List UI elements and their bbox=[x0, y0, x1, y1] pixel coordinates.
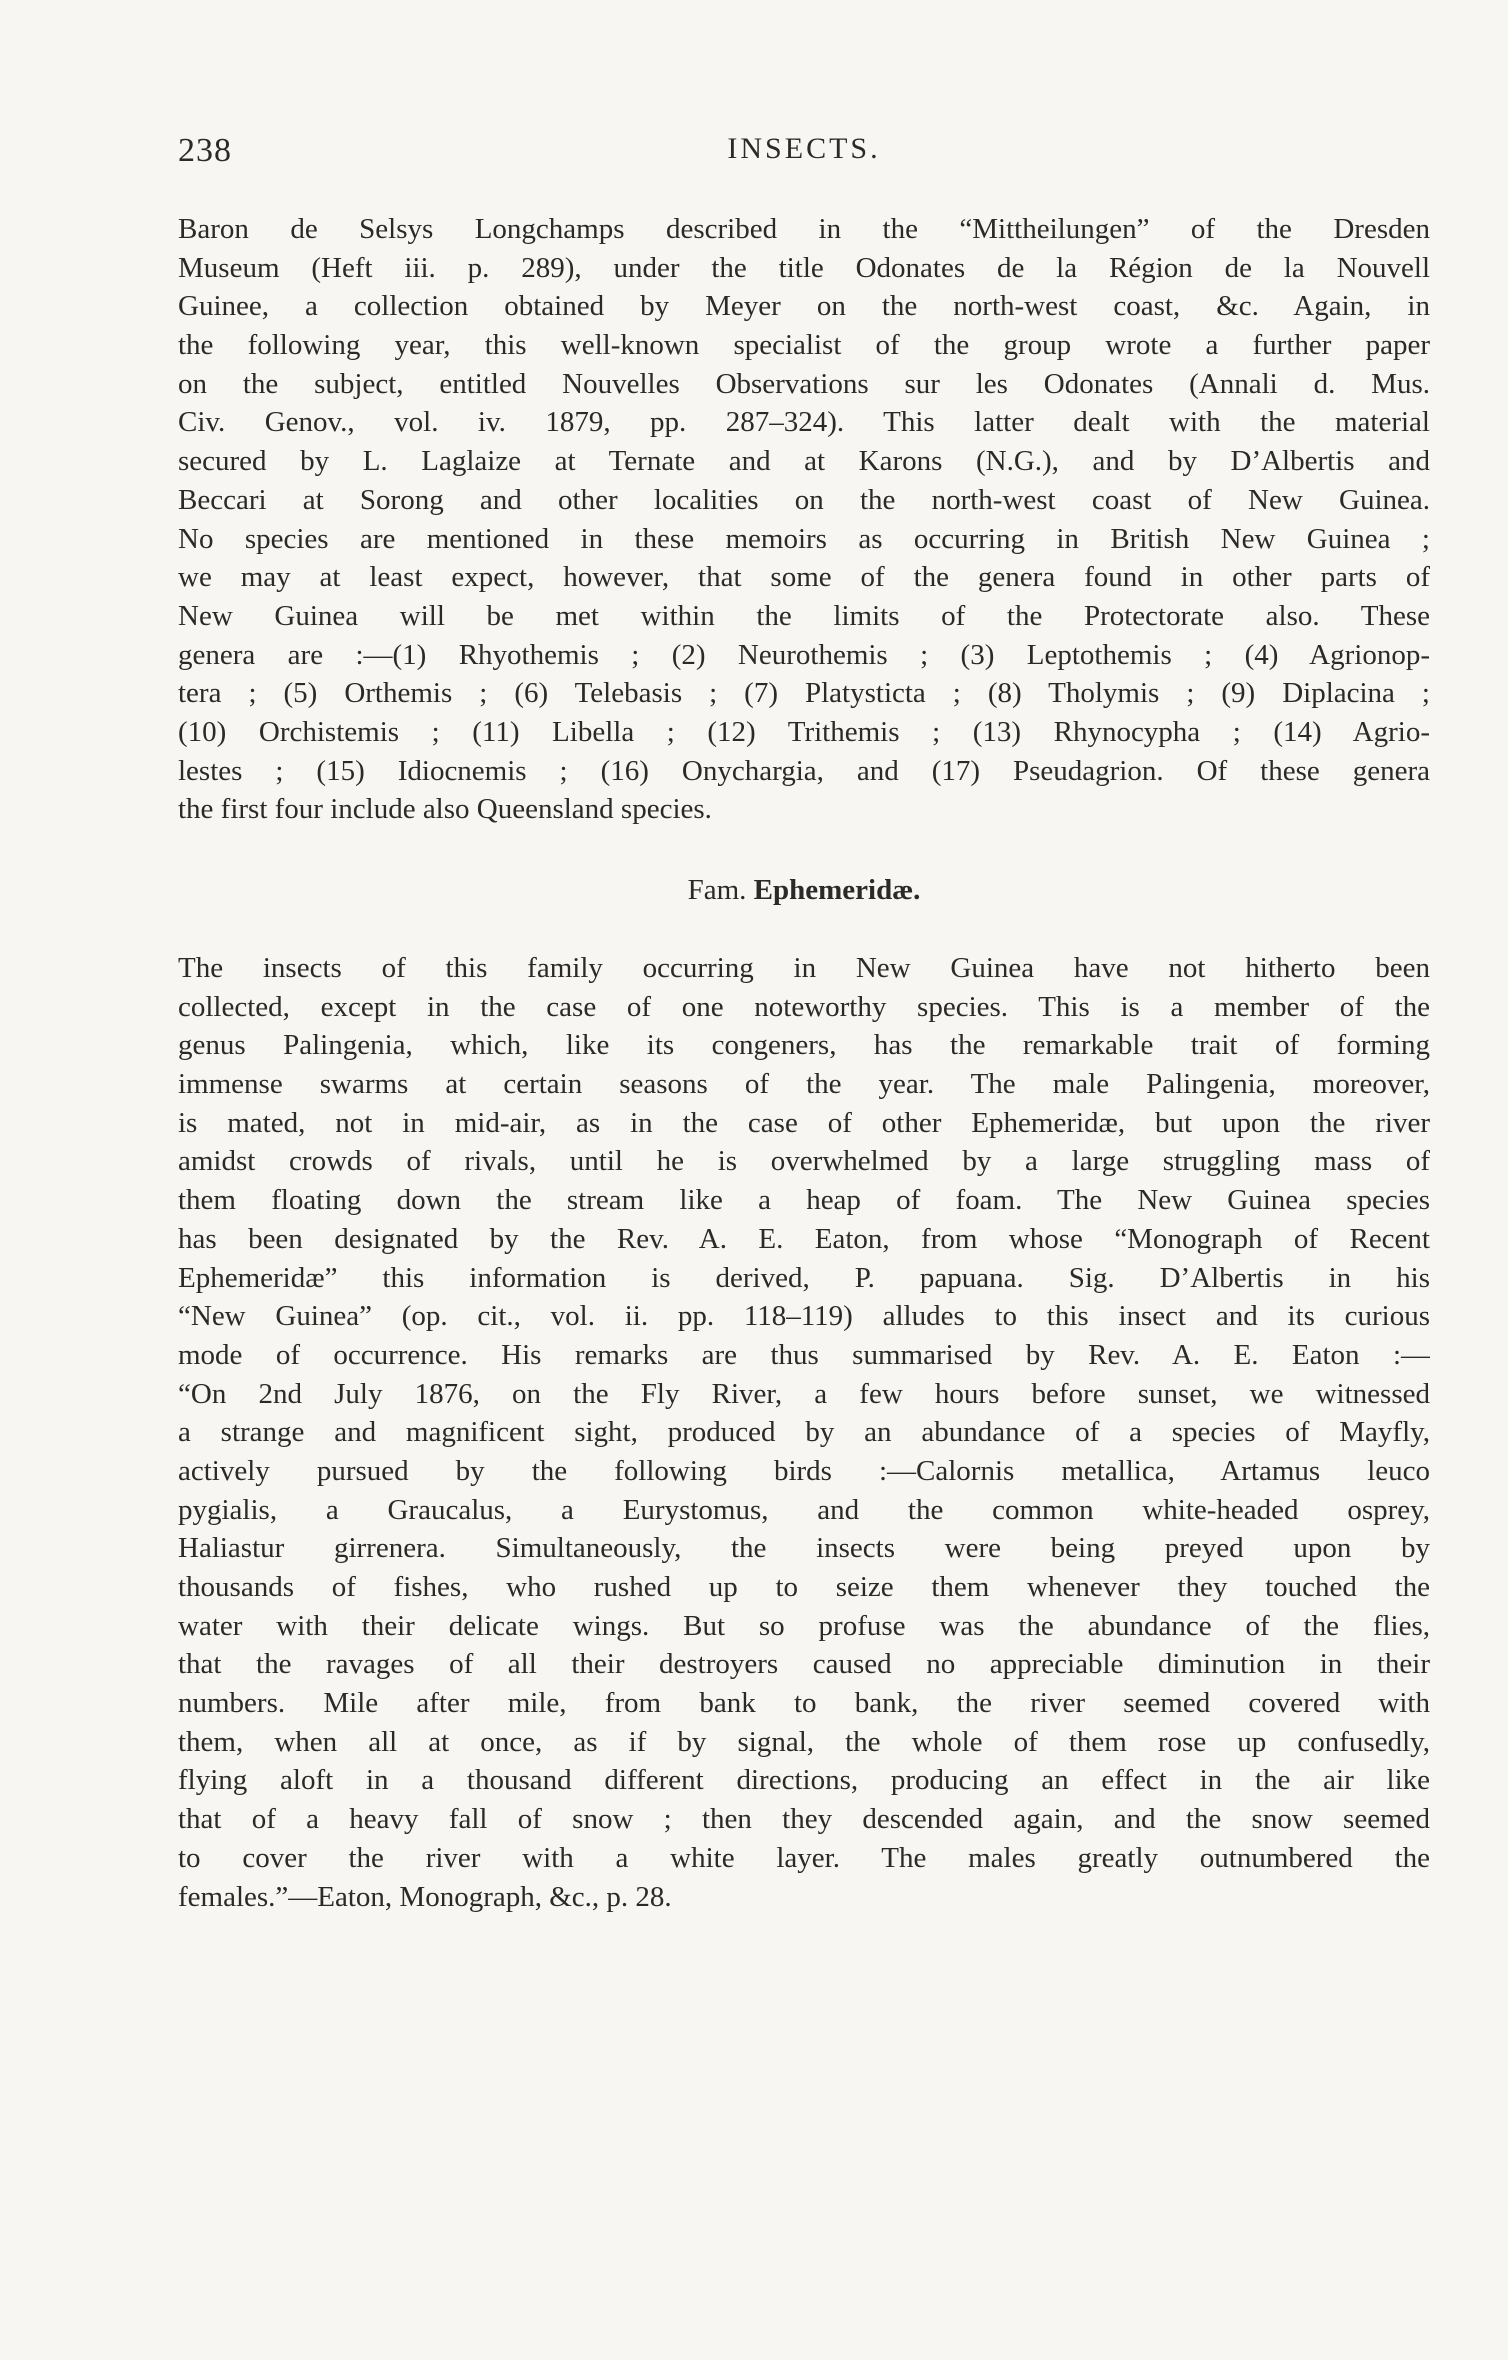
text-line: Museum (Heft iii. p. 289), under the title Odonates de la Région de la Nouvell bbox=[178, 251, 1430, 284]
running-head: INSECTS. bbox=[727, 132, 881, 165]
text-line: collected, except in the case of one noteworthy species. This is a member of the bbox=[178, 990, 1430, 1023]
heading-family-name: Ephemeridæ. bbox=[753, 874, 921, 906]
text-line: Guinee, a collection obtained by Meyer on the north-west coast, &c. Again, in bbox=[178, 290, 1430, 323]
text-line: Haliastur girrenera. Simultaneously, the insects were being preyed upon by bbox=[178, 1532, 1430, 1565]
text-line: “On 2nd July 1876, on the Fly River, a few hours before sunset, we witnessed bbox=[178, 1377, 1430, 1410]
page-header bbox=[178, 132, 1430, 172]
text-line: has been designated by the Rev. A. E. Eaton, from whose “Monograph of Recent bbox=[178, 1222, 1430, 1255]
text-line: (10) Orchistemis ; (11) Libella ; (12) Trithemis ; (13) Rhynocypha ; (14) Agrio- bbox=[178, 715, 1430, 748]
section-heading bbox=[178, 829, 1430, 949]
text-line: Beccari at Sorong and other localities on the north-west coast of New Guinea. bbox=[178, 483, 1430, 516]
text-line: that the ravages of all their destroyers caused no appreciable diminution in their bbox=[178, 1648, 1430, 1681]
text-line: the following year, this well-known specialist of the group wrote a further paper bbox=[178, 329, 1430, 362]
text-line: tera ; (5) Orthemis ; (6) Telebasis ; (7) Platysticta ; (8) Tholymis ; (9) Diplacina ; bbox=[178, 677, 1430, 710]
text-line: Ephemeridæ” this information is derived, P. papuana. Sig. D’Albertis in his bbox=[178, 1261, 1430, 1294]
text-line: The insects of this family occurring in New Guinea have not hitherto been bbox=[178, 952, 1430, 984]
text-line: a strange and magnificent sight, produced by an abundance of a species of Mayfly, bbox=[178, 1416, 1430, 1449]
text-line: New Guinea will be met within the limits of the Protectorate also. These bbox=[178, 599, 1430, 632]
text-line: Baron de Selsys Longchamps described in the “Mittheilungen” of the Dresden bbox=[178, 213, 1430, 245]
heading-prefix: Fam. bbox=[687, 874, 747, 906]
text-line: we may at least expect, however, that some of the genera found in other parts of bbox=[178, 561, 1430, 594]
text-line: actively pursued by the following birds :—Calornis metallica, Artamus leuco bbox=[178, 1454, 1430, 1487]
text-line: immense swarms at certain seasons of the year. The male Palingenia, moreover, bbox=[178, 1068, 1430, 1101]
text-line: No species are mentioned in these memoirs as occurring in British New Guinea ; bbox=[178, 522, 1430, 555]
text-line: amidst crowds of rivals, until he is overwhelmed by a large struggling mass of bbox=[178, 1145, 1430, 1178]
text-line: pygialis, a Graucalus, a Eurystomus, and the common white-headed osprey, bbox=[178, 1493, 1430, 1526]
text-line: thousands of fishes, who rushed up to seize them whenever they touched the bbox=[178, 1571, 1430, 1603]
text-line: to cover the river with a white layer. The males greatly outnumbered the bbox=[178, 1841, 1430, 1874]
paragraph-ephemeridae bbox=[178, 949, 1430, 1916]
paragraph-odonata bbox=[178, 210, 1430, 829]
page-number: 238 bbox=[178, 132, 232, 169]
text-line: water with their delicate wings. But so profuse was the abundance of the flies, bbox=[178, 1609, 1430, 1642]
text-line: flying aloft in a thousand different directions, producing an effect in the air like bbox=[178, 1764, 1430, 1797]
text-line: is mated, not in mid-air, as in the case of other Ephemeridæ, but upon the river bbox=[178, 1106, 1430, 1139]
text-line: lestes ; (15) Idiocnemis ; (16) Onychargia, and (17) Pseudagrion. Of these genera bbox=[178, 754, 1430, 787]
text-line: them floating down the stream like a heap of foam. The New Guinea species bbox=[178, 1184, 1430, 1217]
text-line: them, when all at once, as if by signal, the whole of them rose up confusedly, bbox=[178, 1725, 1430, 1758]
text-line: genera are :—(1) Rhyothemis ; (2) Neurothemis ; (3) Leptothemis ; (4) Agrionop- bbox=[178, 638, 1430, 671]
text-line: on the subject, entitled Nouvelles Observations sur les Odonates (Annali d. Mus. bbox=[178, 367, 1430, 400]
text-line: that of a heavy fall of snow ; then they descended again, and the snow seemed bbox=[178, 1803, 1430, 1836]
text-line: the first four include also Queensland species. bbox=[178, 793, 712, 826]
page-body bbox=[178, 210, 1430, 1916]
text-line: females.”—Eaton, Monograph, &c., p. 28. bbox=[178, 1880, 672, 1913]
text-line: secured by L. Laglaize at Ternate and at Karons (N.G.), and by D’Albertis and bbox=[178, 445, 1430, 478]
text-line: Civ. Genov., vol. iv. 1879, pp. 287–324). This latter dealt with the material bbox=[178, 406, 1430, 439]
text-line: mode of occurrence. His remarks are thus summarised by Rev. A. E. Eaton :— bbox=[178, 1338, 1430, 1371]
text-line: “New Guinea” (op. cit., vol. ii. pp. 118–119) alludes to this insect and its curious bbox=[178, 1300, 1430, 1333]
text-line: genus Palingenia, which, like its congeners, has the remarkable trait of forming bbox=[178, 1029, 1430, 1062]
text-line: numbers. Mile after mile, from bank to bank, the river seemed covered with bbox=[178, 1687, 1430, 1720]
